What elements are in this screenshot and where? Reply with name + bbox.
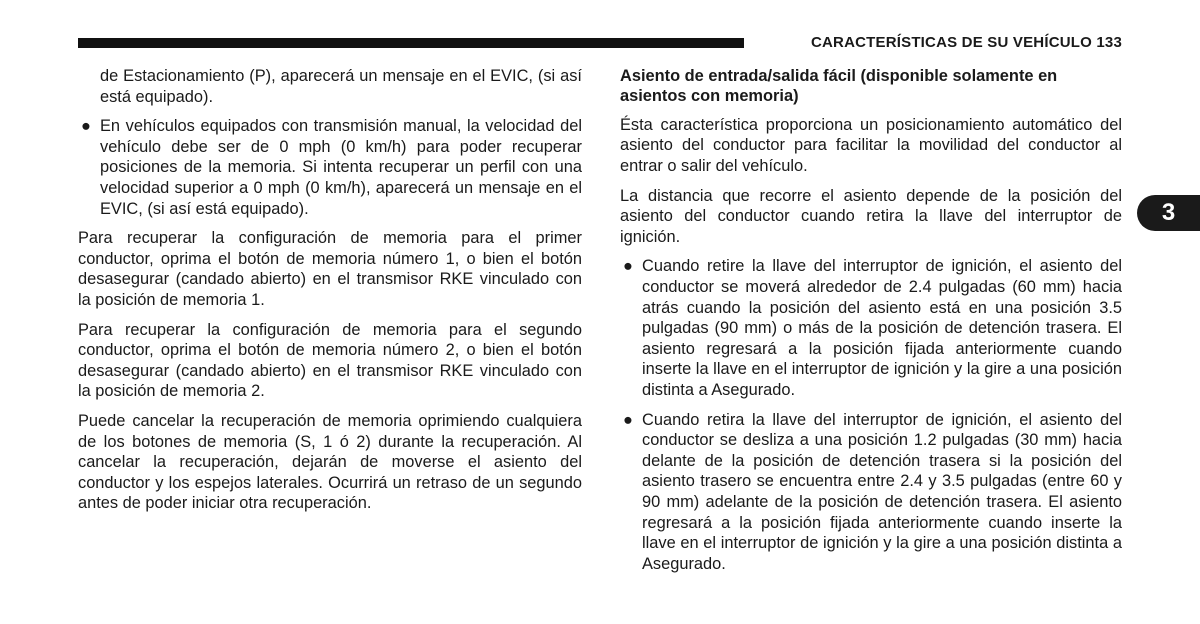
bullet-dot-icon: ● — [623, 410, 633, 429]
section-heading: Asiento de entrada/salida fácil (disponible solamente en asientos con memoria) — [620, 67, 1058, 106]
page-header-title: CARACTERÍSTICAS DE SU VEHÍCULO 133 — [810, 34, 1122, 51]
paragraph: Para recuperar la configuración de memoria para el primer conductor, oprima el botón de memoria número 1, o bien el botón desasegurar (candado abierto) en el transmisor RKE vinculado con la posición de memoria 1. — [78, 229, 582, 309]
continued-paragraph: de Estacionamiento (P), aparecerá un mensaje en el EVIC, (si así está equipado). — [100, 67, 582, 106]
bullet-text: En vehículos equipados con transmisión manual, la velocidad del vehículo debe ser de 0 mph (0 km/h) para poder recuperar posiciones de la memoria. Si intenta recuperar un perfil con una velocidad superior a 0 mph (0 km/h), aparecerá un mensaje en el EVIC, (si así está equipado). — [100, 117, 582, 218]
bullet-item — [620, 256, 1122, 400]
bullet-item — [620, 410, 1122, 575]
paragraph: Puede cancelar la recuperación de memoria oprimiendo cualquiera de los botones de memoria (S, 1 ó 2) durante la recuperación. Al cancelar la recuperación, dejarán de moverse el asiento del conductor y los espejos laterales. Ocurrirá un retraso de un segundo antes de poder iniciar otra recuperación. — [78, 411, 582, 513]
bullet-dot-icon: ● — [81, 117, 91, 136]
paragraph: Ésta característica proporciona un posicionamiento automático del asiento del conductor para facilitar la movilidad del conductor al entrar o salir del vehículo. — [620, 115, 1122, 175]
chapter-tab: 3 — [1137, 195, 1200, 231]
header-rule — [78, 38, 744, 48]
right-column — [620, 66, 1122, 583]
bullet-text: Cuando retira la llave del interruptor de ignición, el asiento del conductor se desliza a una posición 1.2 pulgadas (30 mm) hacia delante de la posición de detención trasera si la posición del asiento trasero se encuentra entre 2.4 y 3.5 pulgadas (entre 60 y 90 mm) adelante de la posición de detención trasera. El asiento regresará a la posición fijada anteriormente cuando inserte la llave en el interruptor de ignición y la gire a una posición distinta a Asegurado. — [642, 410, 1122, 573]
paragraph: La distancia que recorre el asiento depende de la posición del asiento del conductor cuando retira la llave del interruptor de ignición. — [620, 186, 1122, 246]
bullet-dot-icon: ● — [623, 257, 633, 276]
left-column — [78, 66, 582, 523]
bullet-text: Cuando retire la llave del interruptor de ignición, el asiento del conductor se moverá alrededor de 2.4 pulgadas (60 mm) hacia atrás cuando la posición del asiento está en una posición 3.5 pulgadas (90 mm) o más de la posición de detención trasera. El asiento regresará a la posición fijada anteriormente cuando inserte la llave en el interruptor de ignición y la gire a una posición distinta a Asegurado. — [642, 257, 1122, 399]
bullet-item — [78, 116, 582, 219]
paragraph: Para recuperar la configuración de memoria para el segundo conductor, oprima el botón de memoria número 2, o bien el botón desasegurar (candado abierto) en el transmisor RKE vinculado con la posición de memoria 2. — [78, 320, 582, 401]
